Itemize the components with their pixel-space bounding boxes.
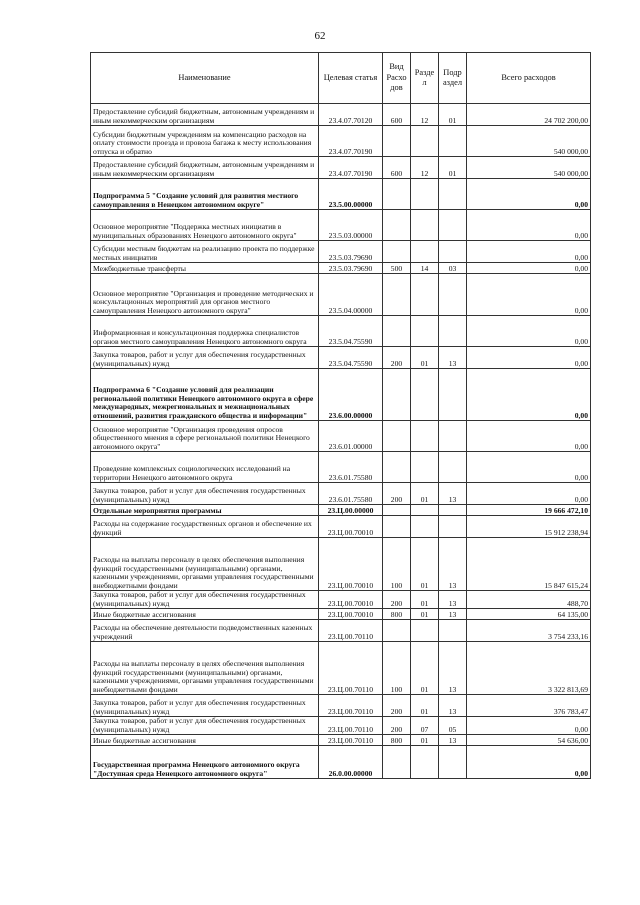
row-code-cell: 23.6.01.75580 [319,452,383,483]
row-section-cell [411,241,439,263]
table-row [91,369,591,421]
row-amount-cell: 15 912 238,94 [467,516,591,538]
table-header-row [91,53,591,104]
row-name-cell: Закупка товаров, работ и услуг для обеспечения государственных (муниципальных) нужд [91,591,319,609]
row-type-cell [383,369,411,421]
row-code-cell: 23.Ц.00.70110 [319,717,383,735]
row-type-cell [383,516,411,538]
row-subsection-cell: 13 [439,347,467,369]
row-type-cell [383,505,411,516]
row-amount-cell: 0,00 [467,717,591,735]
row-type-cell: 500 [383,263,411,274]
row-subsection-cell: 13 [439,642,467,695]
table-row [91,104,591,126]
row-amount-cell: 488,70 [467,591,591,609]
row-type-cell: 200 [383,483,411,505]
row-type-cell [383,210,411,241]
row-code-cell: 23.5.03.00000 [319,210,383,241]
row-name-cell: Закупка товаров, работ и услуг для обеспечения государственных (муниципальных) нужд [91,695,319,717]
row-type-cell [383,179,411,210]
row-name-cell: Расходы на выплаты персоналу в целях обеспечения выполнения функций государственными (муниципальными) органами, казенными учреждениями, органами управления государственными внебюджетными фондами [91,538,319,591]
row-subsection-cell [439,505,467,516]
row-subsection-cell [439,746,467,779]
row-code-cell: 23.6.01.00000 [319,421,383,452]
row-name-cell: Расходы на обеспечение деятельности подведомственных казенных учреждений [91,620,319,642]
row-section-cell: 14 [411,263,439,274]
table-row [91,263,591,274]
table-row [91,642,591,695]
table-row [91,316,591,347]
row-subsection-cell: 13 [439,483,467,505]
row-code-cell: 23.5.03.79690 [319,263,383,274]
row-section-cell: 01 [411,591,439,609]
row-section-cell [411,316,439,347]
row-section-cell [411,505,439,516]
row-type-cell [383,421,411,452]
row-subsection-cell: 01 [439,157,467,179]
row-amount-cell: 0,00 [467,316,591,347]
table-row [91,347,591,369]
row-type-cell [383,316,411,347]
row-code-cell: 23.4.07.70190 [319,126,383,157]
table-row [91,620,591,642]
row-name-cell: Предоставление субсидий бюджетным, автономным учреждениям и иным некоммерческим организациям [91,157,319,179]
row-code-cell: 23.5.04.75590 [319,316,383,347]
table-row [91,505,591,516]
table-row [91,179,591,210]
row-amount-cell: 3 754 233,16 [467,620,591,642]
row-subsection-cell: 01 [439,104,467,126]
row-amount-cell: 540 000,00 [467,157,591,179]
row-name-cell: Субсидии местным бюджетам на реализацию проекта по поддержке местных инициатив [91,241,319,263]
row-type-cell: 600 [383,157,411,179]
row-section-cell: 01 [411,695,439,717]
row-subsection-cell [439,179,467,210]
table-row [91,538,591,591]
row-amount-cell: 24 702 200,00 [467,104,591,126]
row-name-cell: Иные бюджетные ассигнования [91,735,319,746]
row-amount-cell: 64 135,00 [467,609,591,620]
table-row [91,717,591,735]
table-row [91,241,591,263]
row-amount-cell: 0,00 [467,483,591,505]
row-code-cell: 23.Ц.00.70010 [319,516,383,538]
row-type-cell [383,241,411,263]
row-subsection-cell: 13 [439,695,467,717]
row-amount-cell: 376 783,47 [467,695,591,717]
table-row [91,210,591,241]
row-amount-cell: 0,00 [467,746,591,779]
row-type-cell: 800 [383,609,411,620]
table-row [91,452,591,483]
row-type-cell: 100 [383,538,411,591]
row-type-cell: 200 [383,695,411,717]
row-name-cell: Подпрограмма 6 "Создание условий для реализации региональной политики Ненецкого автономного округа в сфере международных, межрегиональных и межнациональных отношений, развития гражданского общества и информации" [91,369,319,421]
table-row [91,695,591,717]
row-code-cell: 23.Ц.00.70110 [319,620,383,642]
row-amount-cell: 0,00 [467,263,591,274]
row-name-cell: Закупка товаров, работ и услуг для обеспечения государственных (муниципальных) нужд [91,483,319,505]
row-amount-cell: 3 322 813,69 [467,642,591,695]
row-amount-cell: 19 666 472,10 [467,505,591,516]
row-name-cell: Предоставление субсидий бюджетным, автономным учреждениям и иным некоммерческим организациям [91,104,319,126]
row-type-cell [383,746,411,779]
row-section-cell [411,274,439,316]
row-name-cell: Проведение комплексных социологических исследований на территории Ненецкого автономного округа [91,452,319,483]
row-amount-cell: 0,00 [467,347,591,369]
row-code-cell: 23.Ц.00.70010 [319,538,383,591]
table-row [91,591,591,609]
row-name-cell: Отдельные мероприятия программы [91,505,319,516]
table-row [91,274,591,316]
row-subsection-cell [439,210,467,241]
row-name-cell: Межбюджетные трансферты [91,263,319,274]
table-body [91,104,591,779]
row-subsection-cell [439,516,467,538]
row-amount-cell: 0,00 [467,241,591,263]
row-subsection-cell: 13 [439,538,467,591]
row-name-cell: Государственная программа Ненецкого автономного округа "Доступная среда Ненецкого автономного округа" [91,746,319,779]
header-section: Разде л [411,53,439,104]
row-code-cell: 23.5.03.79690 [319,241,383,263]
table-row [91,157,591,179]
row-code-cell: 23.Ц.00.70010 [319,591,383,609]
row-subsection-cell: 13 [439,591,467,609]
header-name: Наименование [91,53,319,104]
table-row [91,483,591,505]
row-section-cell [411,421,439,452]
row-type-cell: 800 [383,735,411,746]
row-section-cell: 01 [411,642,439,695]
header-subsection: Подр аздел [439,53,467,104]
row-section-cell [411,210,439,241]
row-subsection-cell: 13 [439,735,467,746]
row-code-cell: 23.Ц.00.00000 [319,505,383,516]
table-row [91,126,591,157]
row-section-cell: 12 [411,104,439,126]
row-type-cell [383,274,411,316]
row-code-cell: 23.Ц.00.70010 [319,609,383,620]
row-section-cell [411,746,439,779]
row-code-cell: 26.0.00.00000 [319,746,383,779]
header-code: Целевая статья [319,53,383,104]
row-code-cell: 23.5.00.00000 [319,179,383,210]
row-name-cell: Подпрограмма 5 "Создание условий для развития местного самоуправления в Ненецком автономном округе" [91,179,319,210]
row-code-cell: 23.4.07.70120 [319,104,383,126]
row-subsection-cell [439,452,467,483]
row-amount-cell: 54 636,00 [467,735,591,746]
row-type-cell: 200 [383,717,411,735]
row-name-cell: Основное мероприятие "Организация проведения опросов общественного мнения в сфере региональной политики Ненецкого автономного округа" [91,421,319,452]
row-amount-cell: 540 000,00 [467,126,591,157]
page-number: 62 [314,30,326,42]
row-section-cell: 01 [411,483,439,505]
row-type-cell: 100 [383,642,411,695]
row-subsection-cell [439,369,467,421]
row-subsection-cell [439,274,467,316]
row-section-cell: 01 [411,609,439,620]
row-amount-cell: 0,00 [467,452,591,483]
table-row [91,516,591,538]
row-name-cell: Основное мероприятие "Организация и проведение методических и консультационных мероприятий для органов местного самоуправления Ненецкого автономного округа" [91,274,319,316]
row-type-cell: 200 [383,591,411,609]
row-section-cell: 07 [411,717,439,735]
row-name-cell: Закупка товаров, работ и услуг для обеспечения государственных (муниципальных) нужд [91,717,319,735]
row-subsection-cell [439,126,467,157]
row-subsection-cell [439,241,467,263]
row-subsection-cell [439,421,467,452]
row-name-cell: Иные бюджетные ассигнования [91,609,319,620]
row-type-cell [383,620,411,642]
row-section-cell [411,179,439,210]
row-section-cell [411,620,439,642]
row-section-cell: 12 [411,157,439,179]
row-subsection-cell [439,620,467,642]
row-type-cell [383,452,411,483]
row-section-cell [411,369,439,421]
row-code-cell: 23.Ц.00.70110 [319,642,383,695]
row-code-cell: 23.Ц.00.70110 [319,735,383,746]
row-name-cell: Информационная и консультационная поддержка специалистов органов местного самоуправления Ненецкого автономного округа [91,316,319,347]
row-subsection-cell: 03 [439,263,467,274]
budget-table [90,52,591,779]
row-type-cell: 600 [383,104,411,126]
row-type-cell [383,126,411,157]
row-name-cell: Расходы на выплаты персоналу в целях обеспечения выполнения функций государственными (муниципальными) органами, казенными учреждениями, органами управления государственными внебюджетными фондами [91,642,319,695]
table-row [91,746,591,779]
table-row [91,609,591,620]
row-section-cell: 01 [411,735,439,746]
table-row [91,735,591,746]
row-subsection-cell [439,316,467,347]
header-total: Всего расходов [467,53,591,104]
row-amount-cell: 0,00 [467,274,591,316]
row-code-cell: 23.6.01.75580 [319,483,383,505]
row-code-cell: 23.4.07.70190 [319,157,383,179]
row-name-cell: Закупка товаров, работ и услуг для обеспечения государственных (муниципальных) нужд [91,347,319,369]
row-section-cell [411,516,439,538]
row-code-cell: 23.5.04.00000 [319,274,383,316]
row-section-cell: 01 [411,538,439,591]
table-row [91,421,591,452]
row-subsection-cell: 05 [439,717,467,735]
row-amount-cell: 0,00 [467,421,591,452]
row-amount-cell: 0,00 [467,369,591,421]
row-type-cell: 200 [383,347,411,369]
row-amount-cell: 0,00 [467,179,591,210]
row-section-cell [411,126,439,157]
row-section-cell: 01 [411,347,439,369]
row-subsection-cell: 13 [439,609,467,620]
row-code-cell: 23.Ц.00.70110 [319,695,383,717]
row-section-cell [411,452,439,483]
row-code-cell: 23.5.04.75590 [319,347,383,369]
header-type: Вид Расхо дов [383,53,411,104]
row-amount-cell: 0,00 [467,210,591,241]
row-name-cell: Субсидии бюджетным учреждениям на компенсацию расходов на оплату стоимости проезда и провоза багажа к месту использования отпуска и обратно [91,126,319,157]
row-name-cell: Основное мероприятие "Поддержка местных инициатив в муниципальных образованиях Ненецкого автономного округа" [91,210,319,241]
row-code-cell: 23.6.00.00000 [319,369,383,421]
row-name-cell: Расходы на содержание государственных органов и обеспечение их функций [91,516,319,538]
row-amount-cell: 15 847 615,24 [467,538,591,591]
